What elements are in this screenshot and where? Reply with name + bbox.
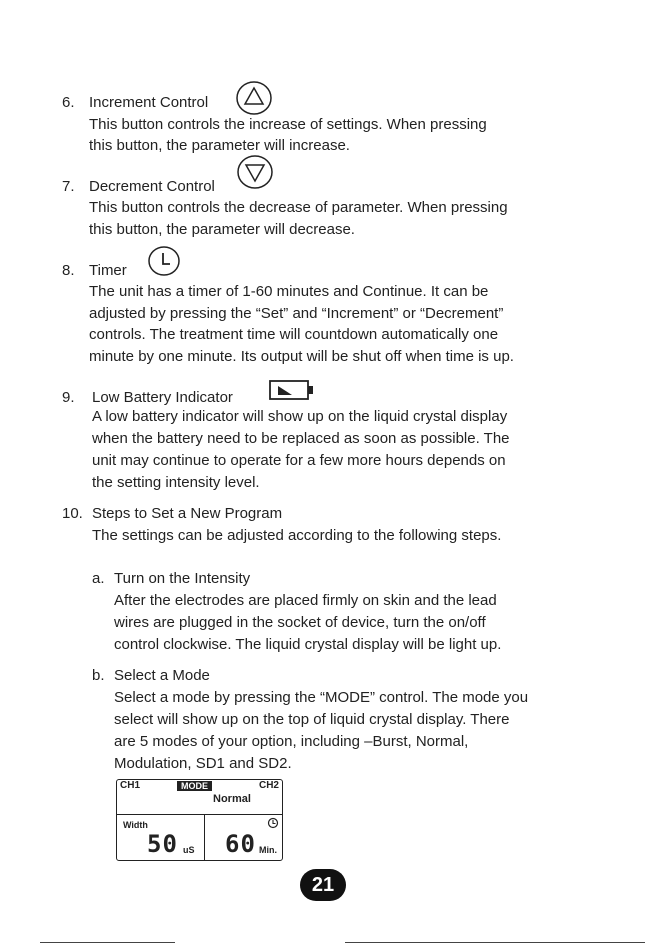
item-10-number: 10.: [62, 505, 83, 522]
item-7-line-1: This button controls the decrease of parameter. When pressing: [89, 199, 508, 216]
item-8-title: Timer: [89, 262, 127, 279]
item-6-title: Increment Control: [89, 94, 209, 111]
item-6-line-1: This button controls the increase of settings. When pressing: [89, 116, 487, 133]
item-9-line-1: A low battery indicator will show up on the liquid crystal display: [92, 408, 508, 425]
item-9-title: Low Battery Indicator: [92, 389, 233, 406]
item-8-line-4: minute by one minute. Its output will be shut off when time is up.: [89, 348, 514, 365]
item-9-line-2: when the battery need to be replaced as soon as possible. The: [92, 430, 510, 447]
decrement-triangle-down-icon: [236, 154, 274, 190]
item-7-title: Decrement Control: [89, 178, 215, 195]
lcd-top-bar: [117, 780, 282, 792]
item-8-line-2: adjusted by pressing the “Set” and “Increment” or “Decrement”: [89, 305, 504, 322]
lcd-divider-horizontal: [117, 814, 282, 815]
step-a-title: Turn on the Intensity: [114, 570, 251, 587]
lcd-time-value: 60: [225, 830, 256, 858]
item-10-title: Steps to Set a New Program: [92, 505, 283, 522]
step-b-line-4: Modulation, SD1 and SD2.: [114, 755, 292, 772]
lcd-divider-vertical: [204, 814, 205, 860]
item-7-number: 7.: [62, 178, 75, 195]
step-b-letter: b.: [92, 667, 105, 684]
increment-triangle-up-icon: [235, 80, 273, 116]
item-8-number: 8.: [62, 262, 75, 279]
lcd-display-illustration: [116, 779, 283, 861]
item-10-line-1: The settings can be adjusted according to the following steps.: [92, 527, 502, 544]
lcd-width-value: 50: [147, 830, 178, 858]
step-b-line-3: are 5 modes of your option, including –Burst, Normal,: [114, 733, 469, 750]
step-a-line-1: After the electrodes are placed firmly on skin and the lead: [114, 592, 497, 609]
step-a-letter: a.: [92, 570, 105, 587]
page-number-badge: 21: [300, 869, 346, 901]
lcd-width-label: Width: [123, 820, 148, 830]
bottom-rule-left: [40, 942, 175, 943]
lcd-time-unit: Min.: [259, 845, 277, 855]
item-7-line-2: this button, the parameter will decrease.: [89, 221, 355, 238]
lcd-clock-icon: [267, 817, 279, 829]
item-9-number: 9.: [62, 389, 75, 406]
step-a-line-3: control clockwise. The liquid crystal display will be light up.: [114, 636, 502, 653]
step-b-line-2: select will show up on the top of liquid crystal display. There: [114, 711, 510, 728]
lcd-mode-value: Normal: [213, 793, 251, 805]
step-b-line-1: Select a mode by pressing the “MODE” control. The mode you: [114, 689, 529, 706]
item-9-line-3: unit may continue to operate for a few more hours depends on: [92, 452, 506, 469]
lcd-ch1-label: CH1: [120, 780, 141, 791]
item-8-line-1: The unit has a timer of 1-60 minutes and Continue. It can be: [89, 283, 489, 300]
low-battery-icon: [268, 379, 320, 403]
item-6-number: 6.: [62, 94, 75, 111]
bottom-rule-right: [345, 942, 645, 943]
item-9-line-4: the setting intensity level.: [92, 474, 260, 491]
lcd-width-unit: uS: [183, 845, 195, 855]
step-a-line-2: wires are plugged in the socket of device, turn the on/off: [114, 614, 486, 631]
clock-icon: [146, 245, 182, 277]
item-6-line-2: this button, the parameter will increase.: [89, 137, 350, 154]
item-8-line-3: controls. The treatment time will countdown automatically one: [89, 326, 499, 343]
lcd-mode-label: MODE: [177, 781, 212, 791]
lcd-ch2-label: CH2: [258, 780, 279, 791]
step-b-title: Select a Mode: [114, 667, 210, 684]
